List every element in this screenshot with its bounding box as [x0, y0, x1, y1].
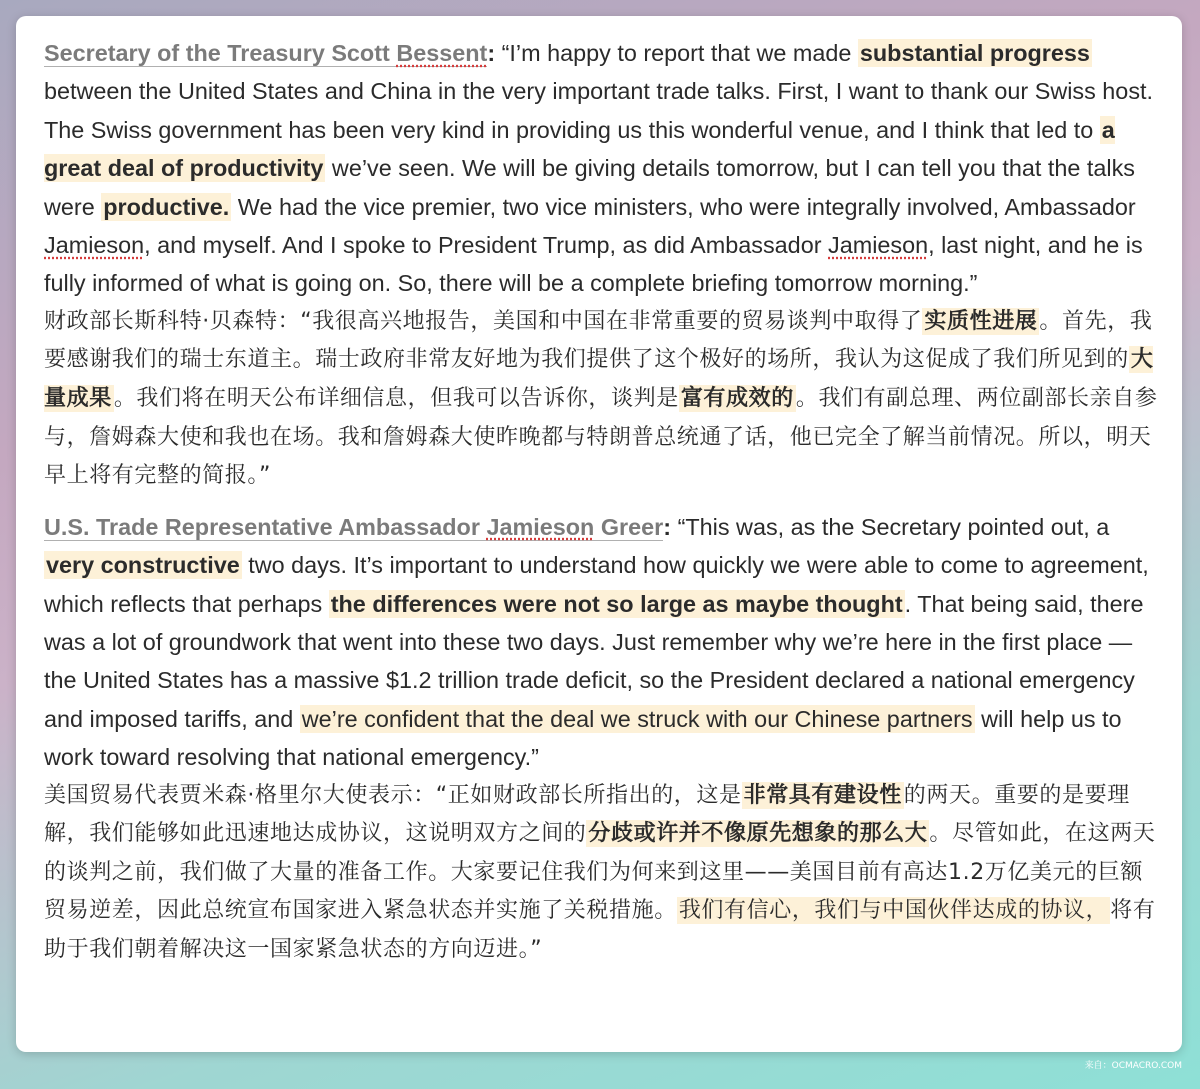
quote-text: we’ve seen. We will be giving details tomorrow, but I can tell you that the talks were [44, 155, 1135, 220]
quote-text: 。我们有副总理、两位副部长亲自参与，詹姆森大使和我也在场。我和詹姆森大使昨晚都与特朗普总统通了话，他已完全了解当前情况。所以，明天早上将有完整的简报。” [44, 386, 1158, 489]
highlight: 分歧或许并不像原先想象的那么大 [588, 821, 928, 847]
speaker-title: U.S. Trade Representative Ambassador [44, 513, 487, 540]
speaker-title: Secretary of the Treasury Scott [44, 40, 397, 66]
highlight: very constructive [46, 552, 240, 579]
highlight: the differences were not so large as maybe thought [330, 590, 903, 617]
misspelled-word: Jamieson [828, 232, 929, 259]
quote-text: 。首先，我要感谢我们的瑞士东道主。瑞士政府非常友好地为我们提供了这个极好的场所，我认为这促成了我们所见到的 [44, 308, 1153, 373]
highlight: we’re confident that the deal we struck with our Chinese partners [301, 705, 973, 732]
speaker-surname: Bessent [396, 40, 488, 66]
quote-text: , last night, and he is fully informed of what is going on. So, there will be a complete briefing tomorrow morning.” [44, 232, 1143, 297]
quote-text: 财政部长斯科特·贝森特：“我很高兴地报告，美国和中国在非常重要的贸易谈判中取得了 [44, 308, 923, 334]
quote-text: will help us to work toward resolving that national emergency.” [44, 705, 1122, 771]
quote-text: 将有助于我们朝着解决这一国家紧急状态的方向迈进。” [44, 898, 1156, 963]
quote-text: We had the vice premier, two vice ministers, who were integrally involved, Ambassador [231, 193, 1136, 220]
watermark: 来自：OCMACRO.COM [1084, 1061, 1182, 1071]
quote-text: 。尽管如此，在这两天的谈判之前，我们做了大量的准备工作。大家要记住我们为何来到这里——美国目前有高达1.2万亿美元的巨额贸易逆差，因此总统宣布国家进入紧急状态并实施了关税措施。 [44, 821, 1156, 924]
greer-quote-en [44, 508, 1162, 777]
speaker-surname: Greer [594, 513, 664, 540]
highlight: 大量成果 [44, 347, 1154, 412]
speaker-colon: : [487, 40, 496, 66]
highlight: 非常具有建设性 [743, 782, 902, 808]
highlight: 实质性进展 [924, 308, 1038, 334]
speaker-given-name: Jamieson [486, 513, 595, 540]
speaker-name [44, 514, 663, 541]
bessent-quote-en [44, 34, 1162, 303]
quote-text: between the United States and China in the very important trade talks. First, I want to thank our Swiss host. The Swiss government has been very kind in providing us this wonderful venue, and I think that led to [44, 78, 1154, 143]
quote-text: “This was, as the Secretary pointed out, a [671, 513, 1110, 540]
speaker-name [44, 40, 487, 67]
greer-quote-zh [44, 777, 1162, 970]
highlight: 富有成效的 [680, 386, 794, 412]
quote-text: 的两天。重要的是要理解，我们能够如此迅速地达成协议，这说明双方之间的 [44, 782, 1130, 847]
bessent-quote-zh [44, 303, 1162, 496]
quote-text: two days. It’s important to understand how quickly we were able to come to agreement, which reflects that perhaps [44, 552, 1149, 617]
quote-card [16, 16, 1182, 1052]
misspelled-word: Jamieson [44, 232, 145, 259]
quote-text: , and myself. And I spoke to President Trump, as did Ambassador [144, 232, 828, 259]
quote-text: . That being said, there was a lot of groundwork that went into these two days. Just remember why we’re here in the first place — the United States has a massive $1.2 trillion trade deficit, so the President declared a national emergency and imposed tariffs, and [44, 590, 1144, 732]
highlight: 我们有信心，我们与中国伙伴达成的协议， [678, 898, 1109, 924]
highlight: a great deal of productivity [44, 116, 1115, 182]
highlight: substantial progress [859, 40, 1090, 66]
speaker-colon: : [663, 513, 672, 540]
paragraph-gap [44, 496, 1162, 508]
quote-text: 。我们将在明天公布详细信息，但我可以告诉你，谈判是 [113, 386, 679, 412]
highlight: productive. [103, 193, 230, 220]
quote-text: “I’m happy to report that we made [495, 40, 858, 66]
quote-text: 美国贸易代表贾米森·格里尔大使表示：“正如财政部长所指出的，这是 [44, 782, 742, 808]
